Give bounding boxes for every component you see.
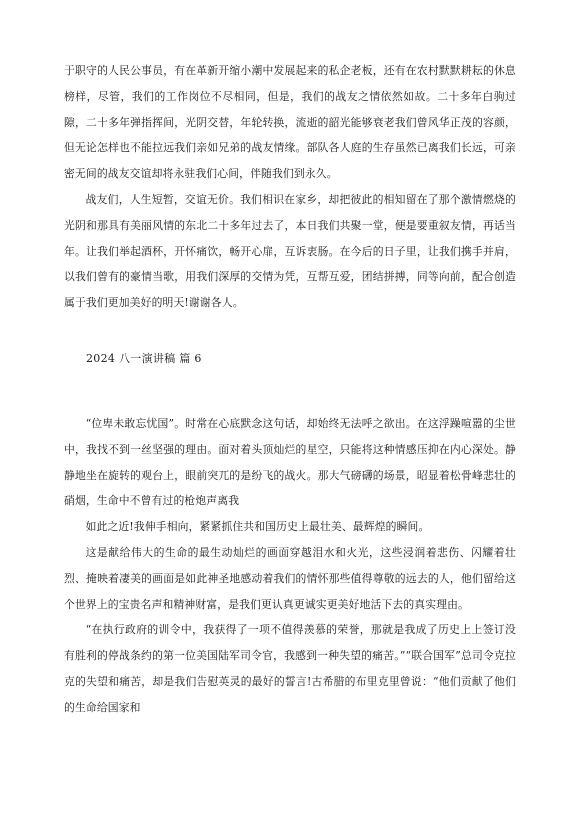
body-paragraph: 这是献给伟大的生命的最生动灿烂的画面穿越泪水和火光，这些浸润着悲伤、闪耀着壮烈、掩映着凄美的画面是如此神圣地感动着我们的情怀那些值得尊敬的远去的人，他们留给这个世界上的宝贵名声和精神财富，是我们更认真更诚实更美好地活下去的真实理由。 <box>64 545 516 611</box>
section-heading: 2024 八一演讲稿 篇 6 <box>86 351 202 365</box>
body-paragraph: 于职守的人民公事员，有在革新开缩小潮中发展起来的私企老板，还有在农村默默耕耘的休息榜样，尽管，我们的工作岗位不尽相同，但是，我们的战友之情依然如故。二十多年白驹过隙，二十多年弹指挥间，光阴交替，年轮转换，流逝的韶光能够衰老我们曾风华正茂的容颜，但无论怎样也不能拉远我们亲如兄弟的战友情缘。部队各人庭的生存虽然已离我们长远，可亲密无间的战友交谊却将永驻我们心间，伴随我们到永久。 <box>64 64 516 181</box>
body-paragraph: 战友们，人生短暂，交谊无价。我们相识在家乡，却把彼此的相知留在了那个激情燃烧的光阴和那具有美丽风情的东北二十多年过去了，本日我们共聚一堂，便是要重叙友情，再话当年。让我们举起酒杯，开怀痛饮，畅开心扉，互诉衷肠。在今后的日子里，让我们携手并肩，以我们曾有的豪情当歌，用我们深厚的交情为凭，互帮互爱，团结拼搏，同等向前，配合创造属于我们更加美好的明天!谢谢各人。 <box>64 192 516 310</box>
document-page <box>64 58 516 721</box>
body-paragraph: “位卑未敢忘忧国”。时常在心底默念这句话，却始终无法呼之欲出。在这浮躁喧嚣的尘世中，我找不到一丝坚强的理由。面对着头顶灿烂的星空，只能将这种情感压抑在内心深处。静静地坐在旋转的观台上，眼前突兀的是纷飞的战火。那大气磅礴的场景，昭显着松骨峰悲壮的硝烟，生命中不曾有过的枪炮声离我 <box>64 416 516 508</box>
body-paragraph: “在执行政府的训令中，我获得了一项不值得羡慕的荣誉，那就是我成了历史上上签订没有胜利的停战条约的第一位美国陆军司令官，我感到一种失望的痛苦。”“联合国军”总司令克拉克的失望和痛苦，却是我们告慰英灵的最好的誓言!古希腊的布里克里曾说：“他们贡献了他们的生命给国家和 <box>64 623 516 714</box>
body-paragraph: 如此之近!我伸手相向，紧紧抓住共和国历史上最壮美、最辉煌的瞬间。 <box>85 520 430 534</box>
